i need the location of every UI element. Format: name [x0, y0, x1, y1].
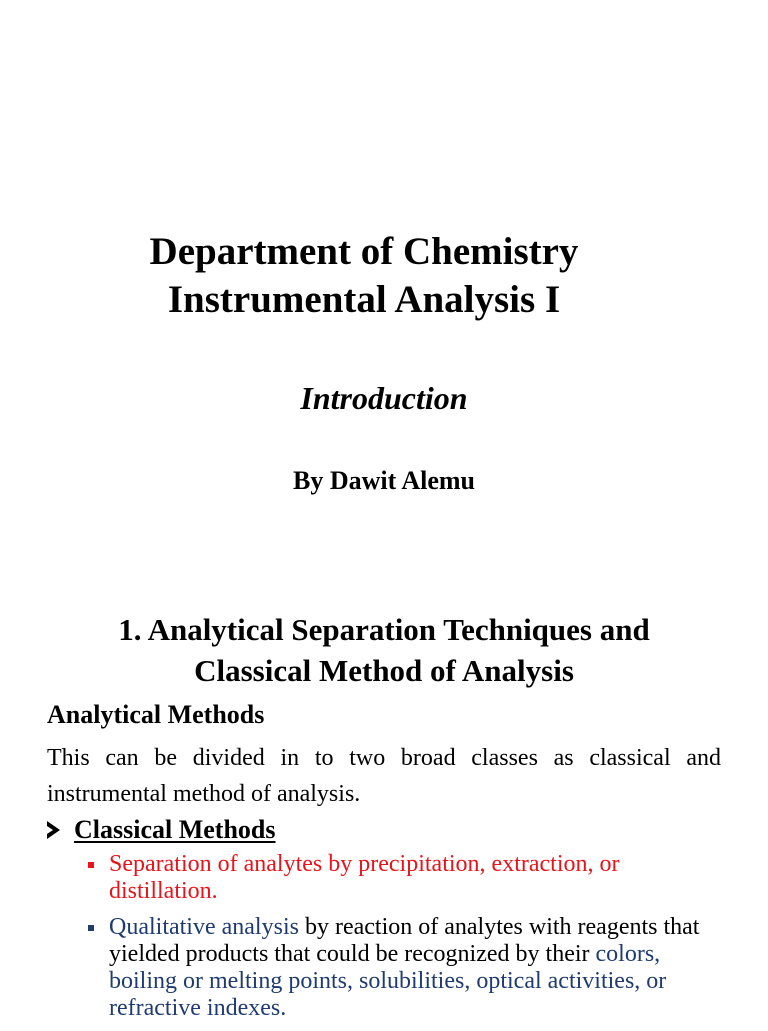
classical-methods-heading	[47, 813, 276, 847]
list-item	[84, 851, 724, 905]
intro-paragraph: This can be divided in to two broad classes as classical and instrumental method of analysis.	[47, 745, 721, 807]
bullet-text-qualitative-analysis: Qualitative analysis	[109, 914, 299, 940]
square-bullet-icon	[88, 862, 94, 868]
title-line-1: Department of Chemistry	[149, 230, 579, 273]
slide-subtitle: Introduction	[300, 380, 468, 416]
classical-methods-list	[84, 851, 724, 1031]
slide-title	[0, 228, 728, 324]
section-title	[0, 609, 768, 691]
analytical-methods-heading: Analytical Methods	[47, 700, 265, 729]
bullet-text-properties: colors, boiling or melting points, solubilities, optical activities, or refractive indexes.	[109, 941, 667, 1021]
bullet-text-separation: Separation of analytes by precipitation, extraction, or distillation.	[109, 851, 620, 904]
section-title-line-2: Classical Method of Analysis	[194, 653, 574, 688]
arrow-bullet-icon	[47, 821, 60, 839]
classical-methods-label: Classical Methods	[74, 815, 276, 844]
section-title-line-1: 1. Analytical Separation Techniques and	[118, 612, 650, 647]
title-line-2: Instrumental Analysis I	[167, 278, 561, 321]
author-line: By Dawit Alemu	[293, 466, 475, 495]
square-bullet-icon	[88, 925, 94, 931]
bullet-text-reaction: by reaction of analytes with reagents that yielded products that could be recognized by their	[109, 914, 700, 967]
list-item	[84, 914, 724, 1022]
